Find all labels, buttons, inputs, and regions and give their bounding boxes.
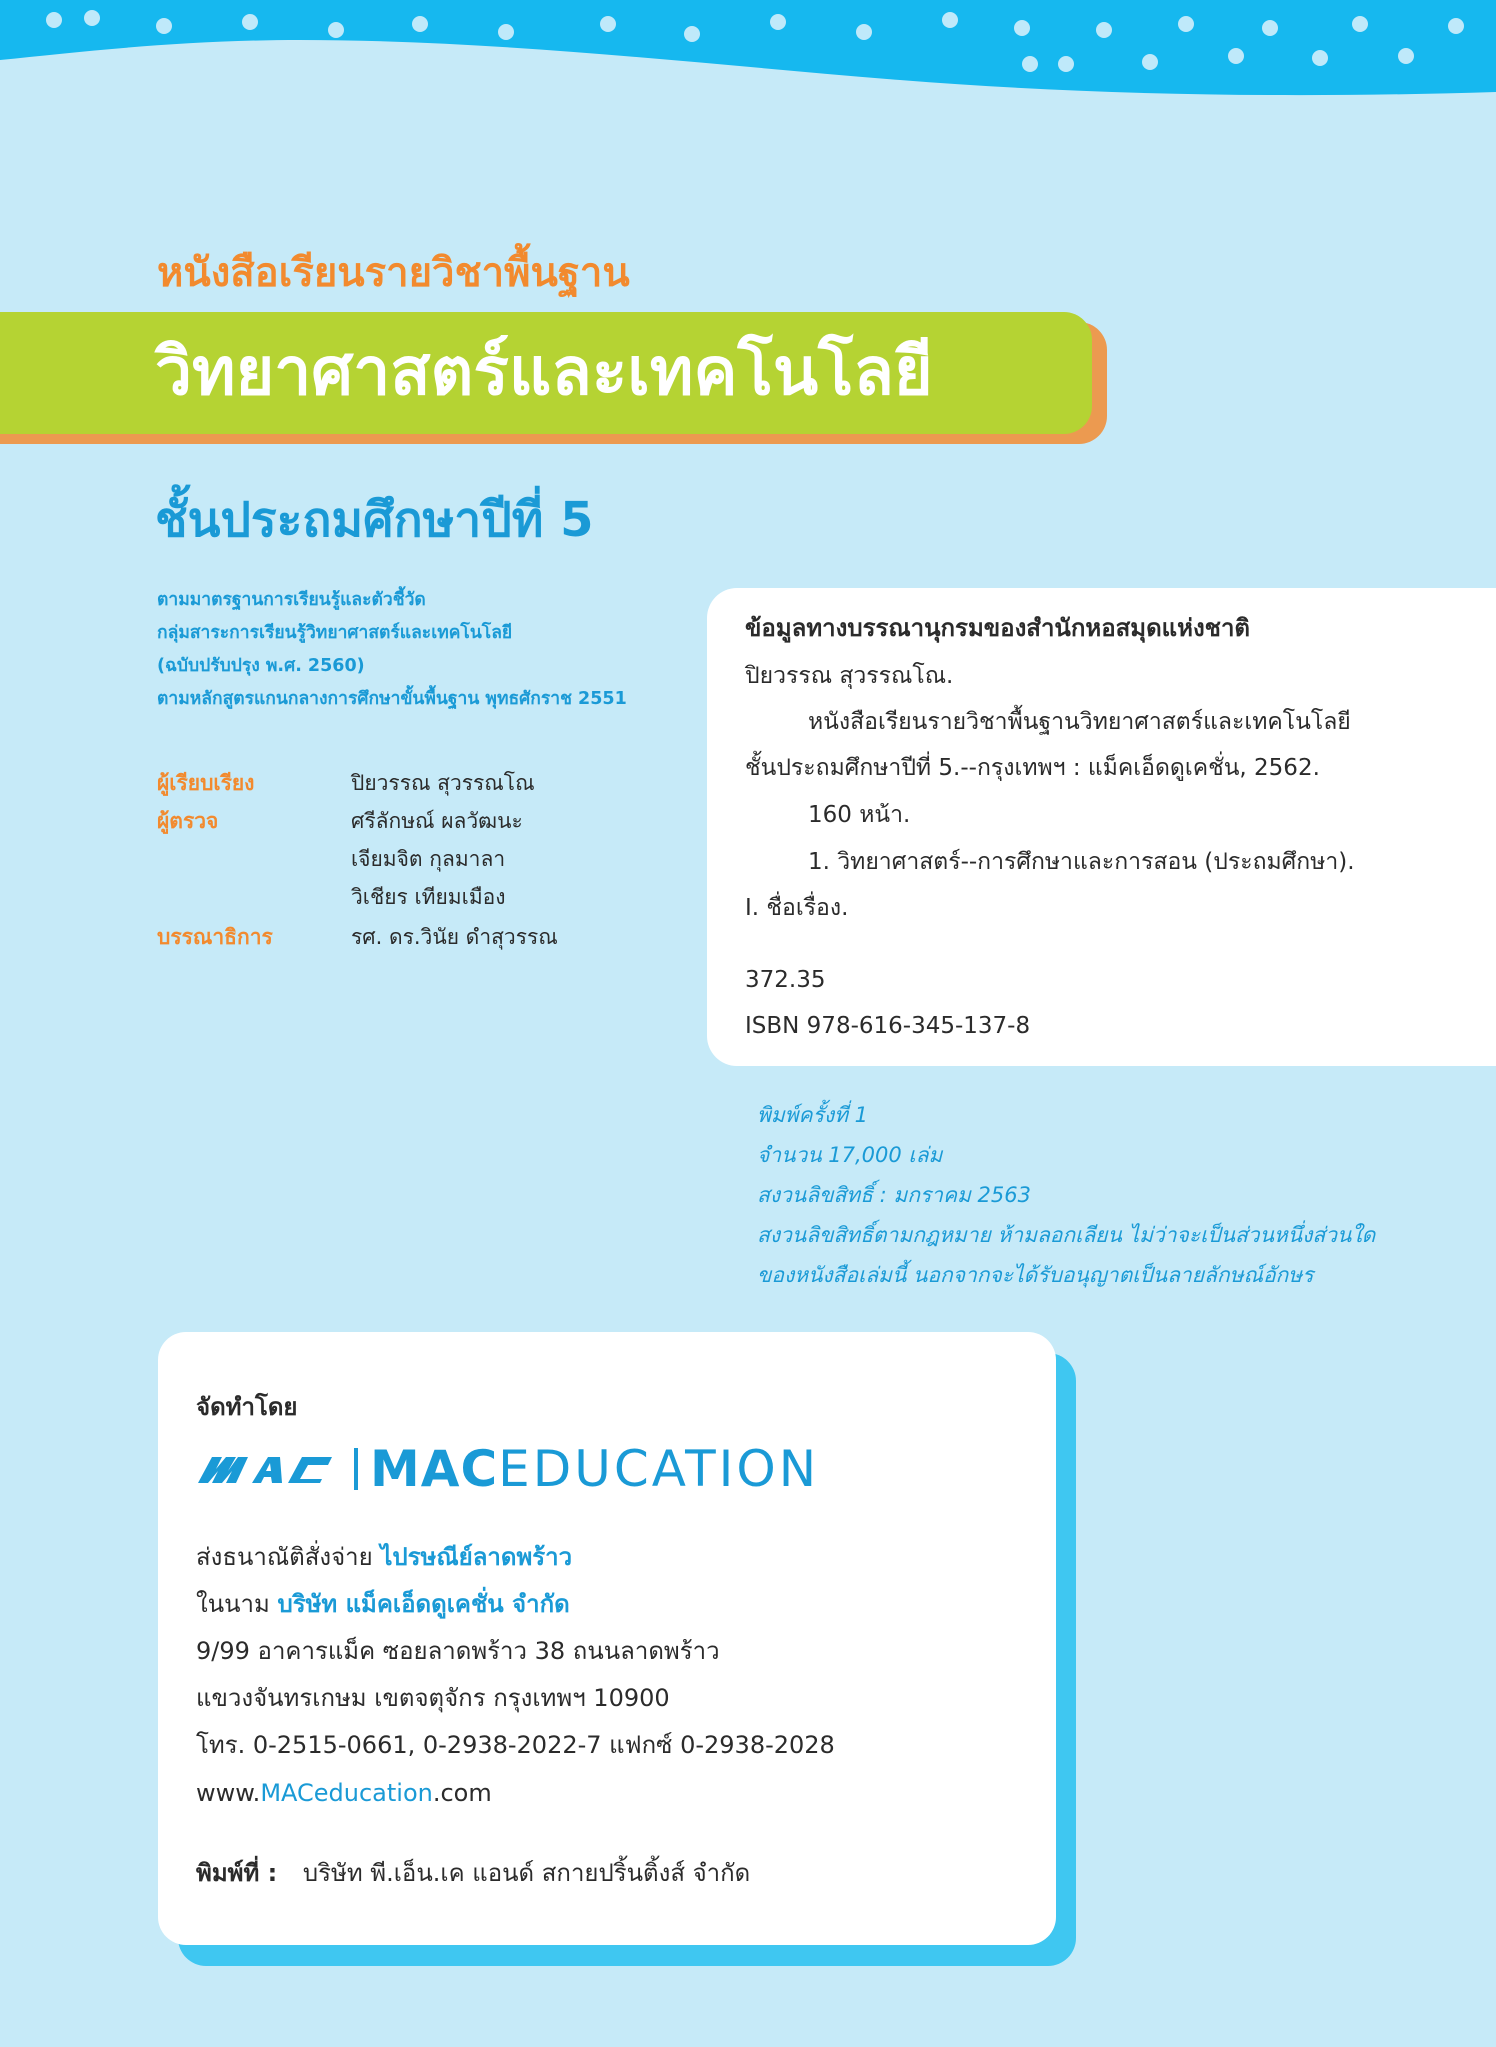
wave-dot xyxy=(1228,48,1244,64)
standards-line: กลุ่มสาระการเรียนรู้วิทยาศาสตร์และเทคโนโลยี xyxy=(157,623,513,643)
print-info-line: จำนวน 17,000 เล่ม xyxy=(757,1143,943,1167)
reviewer-name: เจียมจิต กุลมาลา xyxy=(351,847,506,871)
editor-name: รศ. ดร.วินัย ดำสุวรรณ xyxy=(351,925,558,949)
print-info-line: สงวนลิขสิทธิ์ : มกราคม 2563 xyxy=(757,1183,1031,1207)
address-line: แขวงจันทรเกษม เขตจตุจักร กรุงเทพฯ 10900 xyxy=(196,1684,670,1712)
cip-title-line: ชั้นประถมศึกษาปีที่ 5.--กรุงเทพฯ : แม็คเอ็ดดูเคชั่น, 2562. xyxy=(745,755,1320,781)
wave-dot xyxy=(1142,54,1158,70)
website-link[interactable]: www.MACeducation.com xyxy=(196,1779,492,1807)
post-office-name: ไปรษณีย์ลาดพร้าว xyxy=(380,1543,573,1571)
wave-dot xyxy=(242,14,258,30)
author-name: ปิยวรรณ สุวรรณโณ xyxy=(351,771,535,795)
print-info-line: สงวนลิขสิทธิ์ตามกฎหมาย ห้ามลอกเลียน ไม่ว่าจะเป็นส่วนหนึ่งส่วนใด xyxy=(757,1223,1376,1247)
book-subtitle: หนังสือเรียนรายวิชาพื้นฐาน xyxy=(157,250,630,296)
wave-dot xyxy=(1022,56,1038,72)
wave-dot xyxy=(770,14,786,30)
top-wave-decoration xyxy=(0,0,1496,110)
cip-title: ข้อมูลทางบรรณานุกรมของสำนักหอสมุดแห่งชาติ xyxy=(745,614,1251,642)
wave-dot xyxy=(156,18,172,34)
wave-dot xyxy=(328,22,344,38)
cip-author: ปิยวรรณ สุวรรณโณ. xyxy=(745,663,954,689)
cip-isbn: ISBN 978-616-345-137-8 xyxy=(745,1013,1031,1039)
wave-dot xyxy=(856,24,872,40)
wave-dot xyxy=(600,16,616,32)
reviewer-label: ผู้ตรวจ xyxy=(157,809,219,833)
address-line: 9/99 อาคารแม็ค ซอยลาดพร้าว 38 ถนนลาดพร้าว xyxy=(196,1637,720,1665)
cip-pages: 160 หน้า. xyxy=(808,802,911,828)
standards-line: (ฉบับปรับปรุง พ.ศ. 2560) xyxy=(157,656,365,676)
printer-label: พิมพ์ที่ : xyxy=(196,1859,278,1887)
wave-dot xyxy=(412,16,428,32)
producer-label: จัดทำโดย xyxy=(196,1393,298,1421)
wave-dot xyxy=(1178,16,1194,32)
wave-dot xyxy=(1398,48,1414,64)
standards-line: ตามหลักสูตรแกนกลางการศึกษาขั้นพื้นฐาน พุทธศักราช 2551 xyxy=(157,689,627,709)
author-label: ผู้เรียบเรียง xyxy=(157,771,255,795)
standards-line: ตามมาตรฐานการเรียนรู้และตัวชี้วัด xyxy=(157,590,426,610)
wave-dot xyxy=(684,26,700,42)
printer-name: บริษัท พี.เอ็น.เค แอนด์ สกายปริ้นติ้งส์ จำกัด xyxy=(302,1859,751,1887)
logo-separator xyxy=(354,1448,358,1490)
wave-dot xyxy=(1448,18,1464,34)
cip-subject: 1. วิทยาศาสตร์--การศึกษาและการสอน (ประถมศึกษา). xyxy=(808,849,1355,875)
wave-dot xyxy=(942,12,958,28)
mac-education-logo xyxy=(196,1440,820,1498)
phone-fax: โทร. 0-2515-0661, 0-2938-2022-7 แฟกซ์ 0-2938-2028 xyxy=(196,1731,835,1759)
wave-dot xyxy=(1058,56,1074,72)
logo-wordmark: MACEDUCATION xyxy=(370,1440,820,1498)
wave-dot xyxy=(1312,50,1328,66)
wave-dot xyxy=(498,24,514,40)
money-order-line: ส่งธนาณัติสั่งจ่าย ไปรษณีย์ลาดพร้าว xyxy=(196,1543,573,1571)
book-title: วิทยาศาสตร์และเทคโนโลยี xyxy=(155,333,933,410)
cip-title-line: หนังสือเรียนรายวิชาพื้นฐานวิทยาศาสตร์และเทคโนโลยี xyxy=(808,709,1351,735)
print-info-line: ของหนังสือเล่มนี้ นอกจากจะได้รับอนุญาตเป็นลายลักษณ์อักษร xyxy=(757,1263,1314,1287)
print-info-line: พิมพ์ครั้งที่ 1 xyxy=(757,1103,868,1127)
wave-dot xyxy=(1014,20,1030,36)
wave-dot xyxy=(84,10,100,26)
wave-dot xyxy=(46,12,62,28)
payee-name: บริษัท แม็คเอ็ดดูเคชั่น จำกัด xyxy=(277,1590,570,1618)
editor-label: บรรณาธิการ xyxy=(157,925,273,949)
mac-mark-icon xyxy=(196,1449,344,1489)
printer-line xyxy=(196,1856,750,1890)
reviewer-name: ศรีลักษณ์ ผลวัฒนะ xyxy=(351,809,523,833)
grade-level: ชั้นประถมศึกษาปีที่ 5 xyxy=(155,492,594,548)
wave-dot xyxy=(1262,20,1278,36)
wave-dot xyxy=(1096,22,1112,38)
cip-classification: 372.35 xyxy=(745,967,826,993)
wave-dot xyxy=(1352,16,1368,32)
cip-title-entry: I. ชื่อเรื่อง. xyxy=(745,895,849,921)
reviewer-name: วิเชียร เทียมเมือง xyxy=(351,885,506,909)
payee-line: ในนาม บริษัท แม็คเอ็ดดูเคชั่น จำกัด xyxy=(196,1590,570,1618)
